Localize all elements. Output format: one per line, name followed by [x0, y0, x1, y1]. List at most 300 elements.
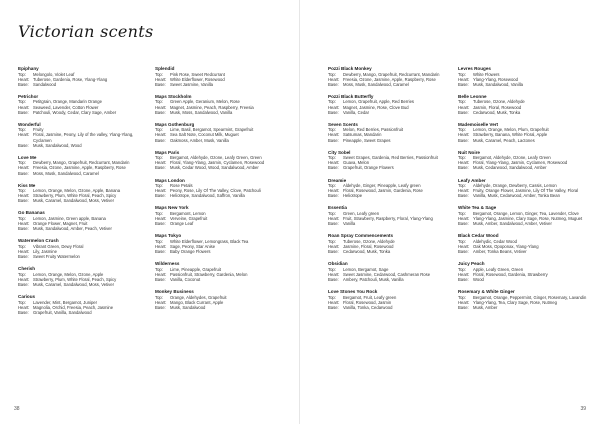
scent-entry [328, 205, 458, 226]
note-label: Heart: [328, 104, 340, 110]
note-value: Lemon, Orange, Melon, Plum, Grapefruit [473, 127, 549, 133]
note-value: Sweet Fruity Watermelon [33, 254, 80, 260]
note-value: Sweet Grapes, Gardenia, Red Berries, Passionfruit [343, 155, 438, 161]
note-label: Base: [458, 276, 469, 282]
note-label: Base: [18, 198, 29, 204]
note-value: Floral, Rosewood, Gardenia, Strawberry [473, 271, 548, 277]
note-value: Aldehyde, Ginger, Pineapple, Leafy green [343, 183, 421, 189]
note-label: Top: [458, 183, 466, 189]
note-value: Heliotrope [343, 193, 363, 199]
note-value: Peony, Rose, Lily Of The Valley, Clove, Patchouli [170, 188, 261, 194]
note-value: Sweet Jasmine, Vanilla [170, 81, 213, 87]
note-value: Freesia, Ozone, Jasmine, Apple, Raspberry, Rose [33, 165, 126, 171]
note-row [18, 310, 148, 315]
note-label: Base: [18, 81, 29, 87]
note-label: Base: [328, 221, 339, 227]
note-value: Fruity [33, 127, 44, 133]
note-label: Heart: [155, 104, 167, 110]
note-value: White Elderflower, Rosewood [170, 76, 225, 82]
scent-name: Seven Scents [328, 121, 358, 127]
note-value: Bergamot, Fruit, Leafy green [343, 294, 397, 300]
note-value: Ambery, Patchouli, Musk, Vanilla [343, 276, 404, 282]
note-row [458, 249, 588, 254]
note-value: Vanilla, Cedar [343, 109, 369, 115]
note-row [328, 221, 458, 226]
note-row [18, 226, 148, 231]
scent-entry [18, 183, 148, 204]
note-value: Tuberose, Gardenia, Rose, Ylang-Ylang [33, 76, 108, 82]
note-value: Floral, Ylang-Ylang, Jasmin, Cyclamen, Rosewood [170, 160, 265, 166]
note-value: Fruit, Strawberry, Raspberry, Floral, Ylang-Ylang [343, 216, 433, 222]
note-value: Pink Rose, Sweet Redcurrant [170, 71, 225, 77]
note-value: Grapefruit, Orange Flowers [343, 165, 394, 171]
note-value: Jasmine, Floral, Rosewood [343, 243, 394, 249]
note-label: Top: [18, 271, 26, 277]
note-value: Ylang-Ylang, Tea, Clary Sage, Rose, Nutmeg [473, 299, 557, 305]
note-value: Aldehydic, Cedar Wood [473, 238, 517, 244]
scent-name: Epiphany [18, 66, 39, 71]
note-value: Sweet Jasmine, Cedarwood, Cashmeran Rose [343, 271, 431, 277]
note-label: Heart: [328, 299, 340, 305]
note-value: Floral, Jasmine, Peony, Lily of the valley, Ylang-Ylang, Cyclamen [33, 132, 134, 143]
note-value: Verveine, Grapefruit [170, 216, 208, 222]
note-row [18, 254, 148, 259]
note-label: Heart: [155, 76, 167, 82]
note-value: Vibrant Green, Dewy Floral [33, 243, 84, 249]
note-value: Lemon, Bergamot, Sage [343, 266, 389, 272]
note-label: Heart: [155, 299, 167, 305]
note-label: Base: [155, 81, 166, 87]
note-label: Base: [18, 282, 29, 287]
scent-name: Juicy Peach [458, 261, 485, 267]
note-label: Base: [155, 137, 166, 143]
scent-entry [155, 178, 285, 199]
note-value: Vanilla, Coconut [170, 276, 201, 282]
note-value: Oakmoss, Amber, Musk, Vanilla [170, 137, 229, 143]
note-row [155, 193, 285, 198]
scent-entry [458, 94, 588, 115]
scent-name: City Sobel [328, 149, 351, 155]
scent-column [328, 66, 458, 317]
scent-entry [328, 289, 458, 310]
note-row [328, 249, 458, 254]
scent-entry [155, 205, 285, 226]
note-label: Heart: [155, 132, 167, 138]
scent-name: Monkey Business [155, 289, 194, 294]
note-value: Fruity, Orange Flower, Jasmine, Lily Of The Valley, Floral [473, 188, 579, 194]
page-number-left: 38 [14, 406, 20, 412]
note-label: Heart: [328, 216, 340, 222]
note-label: Top: [155, 183, 163, 189]
note-label: Heart: [328, 271, 340, 277]
scent-entry [18, 238, 148, 259]
note-value: Apple, Leafy Green, Green [473, 266, 524, 272]
note-label: Base: [155, 193, 166, 199]
scent-name: Black Cedar Wood [458, 233, 499, 239]
note-value: Wood [473, 276, 484, 282]
note-value: Lemon, Orange, Melon, Ozone, Apple [33, 271, 104, 277]
scent-name: Maps Paris [155, 149, 180, 155]
note-row [458, 277, 588, 282]
scent-name: Pozzi Black Monkey [328, 66, 372, 71]
scent-name: White Tea & Sage [458, 205, 497, 211]
note-label: Base: [18, 109, 29, 115]
note-row [458, 110, 588, 115]
note-label: Heart: [18, 304, 30, 310]
note-row [328, 165, 458, 170]
note-label: Heart: [18, 76, 30, 82]
note-value: Lime, Pineapple, Grapefruit [170, 266, 221, 272]
scent-name: Nuit Noire [458, 149, 480, 155]
note-label: Heart: [18, 221, 30, 227]
scent-name: Pozzi Black Butterfly [328, 93, 374, 99]
note-label: Base: [18, 142, 29, 148]
note-label: Heart: [328, 188, 340, 194]
note-value: Guava, Melon [343, 160, 370, 166]
note-value: Grapefruit, Vanilla, Sandalwood [33, 309, 92, 315]
scent-entry [155, 233, 285, 254]
note-value: Sea Salt Note, Coconut Milk, Muguet [170, 132, 239, 138]
note-label: Heart: [458, 132, 470, 138]
note-label: Top: [18, 243, 26, 249]
note-label: Top: [328, 127, 336, 133]
note-value: Magnet, Jasmine, Peach, Raspberry, Freesia [170, 104, 254, 110]
scent-entry [18, 94, 148, 115]
scent-entry [328, 178, 458, 199]
note-row [155, 249, 285, 254]
note-value: Petitgrain, Orange, Mandarin Orange [33, 99, 102, 105]
note-label: Base: [155, 165, 166, 171]
note-label: Base: [328, 109, 339, 115]
note-label: Heart: [18, 249, 30, 255]
scent-name: Maps Stockholm [155, 93, 192, 99]
scent-entry [328, 233, 458, 254]
note-label: Base: [458, 221, 469, 227]
note-label: Top: [155, 238, 163, 244]
note-label: Heart: [458, 243, 470, 249]
note-label: Heart: [328, 160, 340, 166]
note-label: Base: [328, 193, 339, 199]
scent-entry [328, 66, 458, 87]
note-label: Top: [328, 210, 336, 216]
scent-name: Maps Tokyo [155, 233, 182, 239]
note-label: Top: [458, 71, 466, 77]
note-value: White Flowers [473, 71, 500, 77]
note-row [458, 305, 588, 310]
note-value: Amber, Tonka Beans, Vetiver [473, 249, 527, 255]
page-number-right: 39 [580, 406, 586, 412]
note-value: Moss, Musk, Sandalwood, Caramel [343, 81, 409, 87]
note-label: Top: [328, 238, 336, 244]
note-label: Base: [458, 304, 469, 310]
note-label: Top: [155, 210, 163, 216]
note-label: Base: [155, 221, 166, 227]
scent-name: Love Stones You Rock [328, 289, 378, 294]
note-value: Vanilla, Musk, Cedarwood, Amber, Tonka Bean [473, 193, 560, 199]
note-label: Base: [18, 170, 29, 176]
note-label: Heart: [458, 271, 470, 277]
note-value: Baby Orange Flowers [170, 249, 211, 255]
note-value: Lily, Jasmine [33, 249, 57, 255]
note-row [18, 171, 148, 176]
note-label: Base: [18, 309, 29, 315]
note-label: Top: [155, 127, 163, 133]
scent-name: Splendid [155, 66, 175, 71]
note-row [155, 110, 285, 115]
scent-entry [155, 94, 285, 115]
scent-name: Rosemary & White Ginger [458, 289, 515, 294]
note-value: Vanilla, Tonka, Cedarwood [343, 304, 393, 310]
scent-name: Wonderful [18, 121, 41, 127]
note-row [328, 277, 458, 282]
note-label: Top: [328, 266, 336, 272]
note-label: Top: [155, 266, 163, 272]
note-value: Orange Flower, Magnet, Fruit [33, 221, 88, 227]
note-label: Heart: [458, 188, 470, 194]
scent-entry [18, 66, 148, 87]
note-label: Top: [458, 294, 466, 300]
note-row [458, 138, 588, 143]
scent-entry [458, 289, 588, 310]
note-value: Freesia, Ozone, Jasmine, Apple, Raspberry, Rose [343, 76, 436, 82]
note-value: Melongolo, Violet Leaf [33, 71, 75, 77]
note-label: Base: [155, 109, 166, 115]
note-label: Heart: [18, 276, 30, 282]
scent-entry [155, 261, 285, 282]
note-label: Heart: [155, 188, 167, 194]
note-label: Base: [155, 249, 166, 255]
note-value: Tuberose, Ozone, Aldehyde [473, 99, 525, 105]
note-row [458, 193, 588, 198]
note-label: Heart: [18, 132, 30, 138]
note-value: Floral, Ylang-Ylang, Jasmin, Cyclamen, Rosewood [473, 160, 568, 166]
note-row [458, 221, 588, 226]
scent-entry [155, 289, 285, 310]
scent-column [155, 66, 285, 317]
scent-entry [155, 66, 285, 87]
note-label: Heart: [328, 76, 340, 82]
note-label: Top: [458, 266, 466, 272]
scent-name: Leafy Amber [458, 177, 486, 183]
note-label: Heart: [328, 132, 340, 138]
note-value: Orange Leaf [170, 221, 194, 227]
note-label: Heart: [328, 243, 340, 249]
note-value: Musk, Amber [473, 304, 498, 310]
note-value: Magnolia, Orchid, Freesia, Peach, Jasmine [33, 304, 114, 310]
note-label: Top: [328, 155, 336, 161]
note-label: Heart: [458, 104, 470, 110]
note-value: Musk, Sandalwood, Vanilla [473, 81, 523, 87]
scent-entry [458, 261, 588, 282]
note-value: Ylang-Ylang, Rosewood [473, 76, 518, 82]
note-value: Patchouli, Woody, Cedar, Clary Sage, Amber [33, 109, 117, 115]
note-label: Top: [328, 99, 336, 105]
note-label: Top: [18, 71, 26, 77]
note-label: Top: [155, 71, 163, 77]
note-label: Heart: [18, 104, 30, 110]
scent-column [458, 66, 588, 317]
note-label: Base: [458, 109, 469, 115]
note-row [18, 82, 148, 87]
note-value: Musk, Sandalwood, Wood [33, 142, 82, 148]
note-row [155, 165, 285, 170]
note-label: Top: [328, 71, 336, 77]
note-label: Base: [328, 304, 339, 310]
note-value: Green, Leafy green [343, 210, 380, 216]
note-row [155, 305, 285, 310]
page-title: Victorian scents [18, 22, 154, 41]
scent-entry [155, 122, 285, 143]
note-value: Tuberose, Ozone, Aldehyde [343, 238, 395, 244]
note-value: Oak Moss, Opoponax, Ylang-Ylang [473, 243, 539, 249]
note-label: Heart: [155, 243, 167, 249]
note-value: Strawberry, Banana, White Floral, Apple [473, 132, 548, 138]
note-label: Heart: [458, 216, 470, 222]
note-value: Melon, Red Berries, Passionfruit [343, 127, 404, 133]
note-value: Dewberry, Mango, Grapefruit, Redcurrant, Mandarin [33, 160, 130, 166]
scent-entry [18, 210, 148, 231]
note-value: Pineapple, Sweet Grapes [343, 137, 391, 143]
scent-name: Maps London [155, 177, 185, 183]
note-label: Base: [155, 304, 166, 310]
scent-name: Wilderness [155, 261, 180, 267]
note-value: Musk, Sandalwood [170, 304, 206, 310]
note-label: Base: [155, 276, 166, 282]
scent-name: Roan Spray Commencements [328, 233, 394, 239]
scent-entry [18, 155, 148, 176]
scent-entry [458, 178, 588, 199]
note-value: Musk, Caramel, Sandalwood, Moss, Vetiver [33, 282, 114, 287]
note-label: Top: [458, 238, 466, 244]
scent-name: Obsidian [328, 261, 348, 267]
note-label: Base: [458, 249, 469, 255]
note-row [458, 82, 588, 87]
note-value: Strawberry, Plum, White Floral, Peach, Spicy [33, 193, 117, 199]
scent-entry [458, 122, 588, 143]
scent-entry [18, 294, 148, 315]
scent-name: Levres Rouges [458, 66, 491, 71]
note-value: Floral, Rosewood, Jasmin, Gardenia, Rose [343, 188, 423, 194]
note-value: Lemon, Grapefruit, Apple, Red Berries [343, 99, 414, 105]
note-value: Lemon, Jasmine, Green apple, Banana [33, 216, 106, 222]
scent-entry [328, 150, 458, 171]
note-label: Heart: [458, 160, 470, 166]
note-row [155, 221, 285, 226]
note-label: Base: [18, 226, 29, 232]
scent-name: Mademoiselle Vert [458, 121, 499, 127]
note-label: Base: [458, 193, 469, 199]
note-row [328, 110, 458, 115]
note-label: Base: [18, 254, 29, 260]
note-label: Base: [328, 137, 339, 143]
note-value: Bergamont, Lemon [170, 210, 206, 216]
note-value: Dewberry, Mango, Grapefruit, Redcurrant, Mandarin [343, 71, 440, 77]
scent-name: Love Me [18, 154, 37, 160]
scent-entry [328, 261, 458, 282]
note-label: Heart: [155, 160, 167, 166]
scent-name: Watermelon Crush [18, 238, 59, 244]
note-label: Base: [458, 137, 469, 143]
note-label: Top: [18, 188, 26, 194]
scent-entry [458, 66, 588, 87]
note-value: Sage, Peony, Star Anise [170, 243, 216, 249]
note-value: Satsumas, Mandarin [343, 132, 382, 138]
right-page [300, 0, 600, 424]
note-label: Top: [18, 216, 26, 222]
note-value: White Elderflower, Lemongrass, Black Tea [170, 238, 249, 244]
note-label: Base: [458, 81, 469, 87]
note-value: Vanilla [343, 221, 356, 227]
note-value: Sandalwood [33, 81, 57, 87]
note-row [328, 305, 458, 310]
note-value: Musk, Cedar Wood, Wood, Sandalwood, Amber [170, 165, 259, 171]
note-value: Musk, Moss, Sandalwood, Vanilla [170, 109, 233, 115]
note-label: Top: [328, 294, 336, 300]
note-value: Magnet, Jasmine, Rose, Clove Bud [343, 104, 409, 110]
note-label: Base: [458, 165, 469, 171]
scent-entry [458, 205, 588, 226]
scent-entry [458, 233, 588, 254]
note-value: Strawberry, Plum, White Floral, Peach, Spicy [33, 276, 117, 282]
note-value: Bergamot, Aldehyde, Ozone, Leafy Green, Green [170, 155, 262, 161]
scent-name: Kiss Me [18, 182, 36, 188]
scent-name: Cherish [18, 266, 36, 272]
scent-entry [328, 122, 458, 143]
note-value: Jasmin, Floral, Rosewood [473, 104, 522, 110]
note-row [328, 138, 458, 143]
note-value: Aldehyde, Orange, Dewberry, Cassis, Lemon [473, 183, 557, 189]
note-label: Top: [155, 99, 163, 105]
note-label: Heart: [18, 165, 30, 171]
note-label: Base: [328, 165, 339, 171]
note-row [18, 282, 148, 287]
note-label: Base: [328, 249, 339, 255]
note-label: Top: [458, 210, 466, 216]
note-label: Top: [328, 183, 336, 189]
scent-name: Maps New York [155, 205, 189, 211]
scent-column [18, 66, 148, 322]
note-row [155, 277, 285, 282]
note-label: Top: [458, 155, 466, 161]
note-value: Musk, Amber, Sandalwood, Amber, Vetiver [473, 221, 552, 227]
note-label: Top: [18, 99, 26, 105]
scent-entry [18, 266, 148, 287]
note-label: Heart: [18, 193, 30, 199]
note-value: Musk, Sandalwood, Amber, Peach, Vetiver [33, 226, 112, 232]
note-row [18, 198, 148, 203]
note-label: Top: [155, 294, 163, 300]
note-row [328, 82, 458, 87]
note-value: Cedarwood, Musk, Tonka [343, 249, 391, 255]
note-value: Green Apple, Geranium, Melon, Rose [170, 99, 240, 105]
scent-name: Dreamie [328, 177, 347, 183]
note-value: Mango, Black Currant, Apple [170, 299, 224, 305]
note-value: Musk, Caramel, Sandalwood, Moss, Vetiver [33, 198, 114, 204]
scent-name: Essentia [328, 205, 347, 211]
note-row [18, 143, 148, 148]
note-row [458, 165, 588, 170]
note-label: Top: [155, 155, 163, 161]
note-label: Heart: [155, 271, 167, 277]
note-label: Top: [18, 160, 26, 166]
note-row [155, 82, 285, 87]
note-label: Top: [18, 299, 26, 305]
note-label: Heart: [155, 216, 167, 222]
note-label: Base: [328, 81, 339, 87]
scent-name: Maps Gothenburg [155, 121, 195, 127]
note-value: Passionfruit, Strawberry, Gardenia, Melon [170, 271, 248, 277]
note-value: Floral, Rosewood, Jasmin [343, 299, 392, 305]
